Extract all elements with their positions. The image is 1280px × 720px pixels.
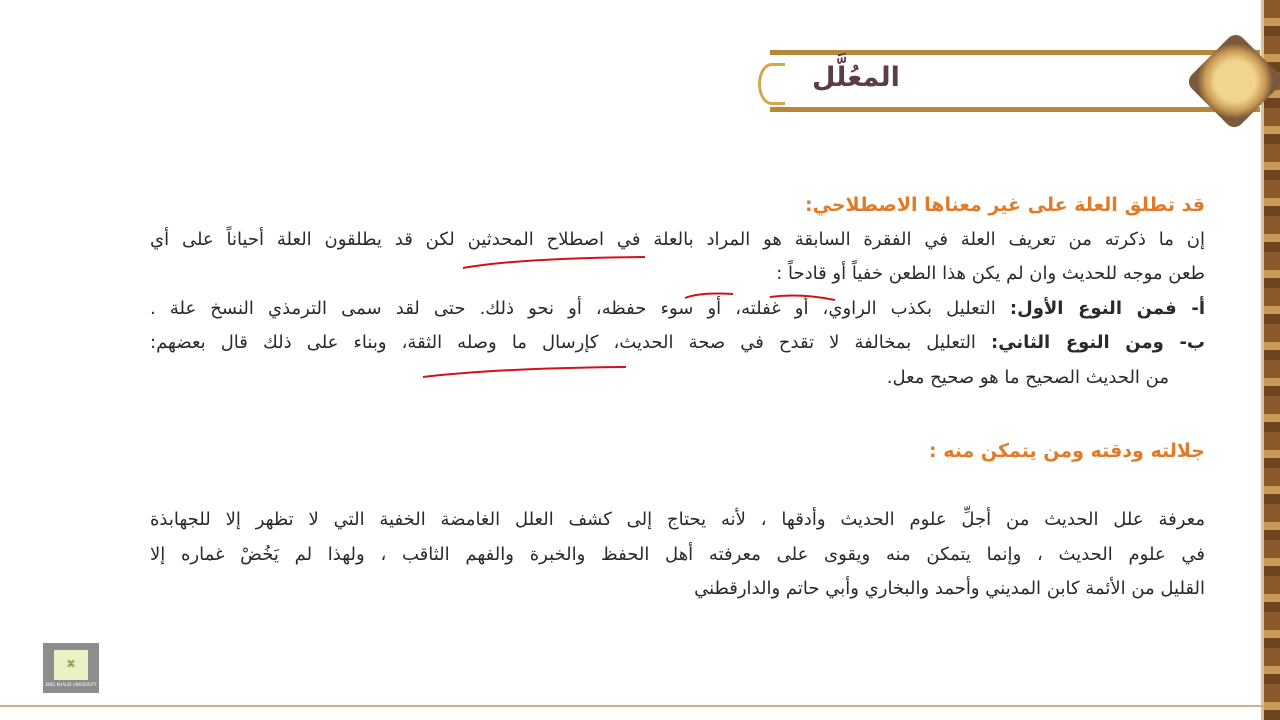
item-text: التعليل بكذب الراوي، أو غفلته، أو سوء حفظه، أو نحو ذلك. حتى لقد سمى الترمذي النسخ علة . xyxy=(150,297,1010,319)
paragraph-line: إن ما ذكرته من تعريف العلة في الفقرة السابقة هو المراد بالعلة في اصطلاح المحدثين لكن قد يطلقون العلة أحياناً على أي xyxy=(150,228,1205,250)
logo-caption: KING KHALID UNIVERSITY xyxy=(45,681,97,687)
item-text: التعليل بمخالفة لا تقدح في صحة الحديث، كإرسال ما وصله الثقة، وبناء على ذلك قال بعضهم: xyxy=(150,332,992,353)
section-heading: قد تطلق العلة على غير معناها الاصطلاحي: xyxy=(805,194,1205,216)
list-item-a xyxy=(150,292,1205,327)
paragraph-line: معرفة علل الحديث من أجلِّ علوم الحديث وأدقها ، لأنه يحتاج إلى كشف العلل الغامضة الخفية التي لا تظهر إلا للجهابذة xyxy=(150,509,1205,530)
university-logo xyxy=(43,643,99,693)
list-item-b xyxy=(150,326,1205,361)
section-terminology xyxy=(150,188,1205,395)
section-importance-body xyxy=(150,503,1205,607)
paragraph-line: القليل من الأئمة كابن المديني وأحمد والبخاري وأبي حاتم والدارقطني xyxy=(694,578,1205,599)
footer-divider xyxy=(0,705,1264,707)
item-continuation: من الحديث الصحيح ما هو صحيح معل. xyxy=(886,366,1169,388)
item-label: أ- فمن النوع الأول: xyxy=(1009,297,1205,319)
section-importance xyxy=(150,434,1205,469)
slide-title: المعُلَّل xyxy=(812,62,900,93)
paragraph-line: طعن موجه للحديث وان لم يكن هذا الطعن خفياً أو قادحاً : xyxy=(776,263,1205,284)
border-inner-line xyxy=(1261,0,1264,720)
section-heading: جلالته ودقته ومن يتمكن منه : xyxy=(929,440,1205,462)
paragraph-line: في علوم الحديث ، وإنما يتمكن منه ويقوى على معرفته أهل الحفظ والخبرة والفهم الثاقب ، ولهذا لم يَخُضْ غماره إلا xyxy=(150,543,1205,565)
logo-emblem: ⌘ xyxy=(54,650,88,680)
item-label: ب- ومن النوع الثاني: xyxy=(991,332,1206,353)
decorative-border xyxy=(1264,0,1280,720)
